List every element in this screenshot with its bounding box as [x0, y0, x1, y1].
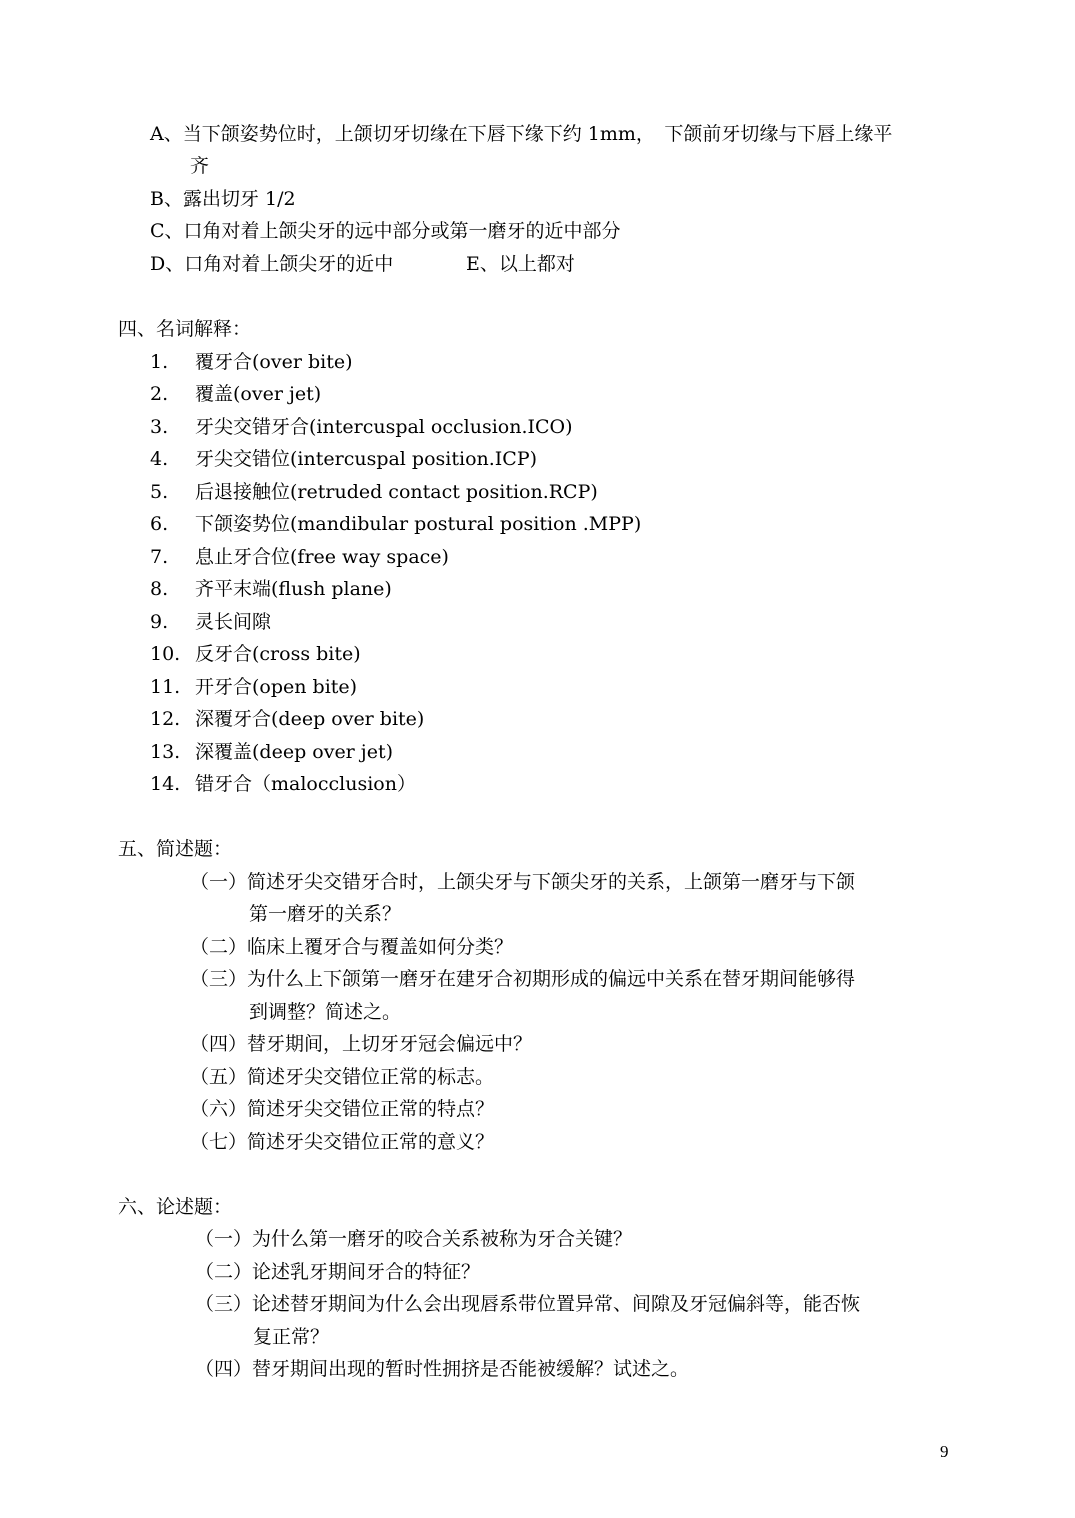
term-item: 下颌姿势位(mandibular postural position .MPP) [195, 513, 642, 535]
section-4-heading: 四、名词解释： [118, 318, 252, 340]
term-item: 深覆牙合(deep over bite) [195, 708, 425, 730]
essay-question-3-continued: 复正常？ [253, 1326, 330, 1348]
term-item: 后退接触位(retruded contact position.RCP) [195, 481, 598, 503]
short-question-3: （三）为什么上下颌第一磨牙在建牙合初期形成的偏远中关系在替牙期间能够得 [190, 968, 856, 990]
term-item: 牙尖交错位(intercuspal position.ICP) [195, 448, 538, 470]
term-item: 牙尖交错牙合(intercuspal occlusion.ICO) [195, 416, 573, 438]
essay-question-1: （一）为什么第一磨牙的咬合关系被称为牙合关键？ [195, 1228, 633, 1250]
term-number: 10. [150, 643, 181, 665]
short-question-5: （五）简述牙尖交错位正常的标志。 [190, 1066, 495, 1088]
term-number: 6. [150, 513, 169, 535]
term-number: 3. [150, 416, 169, 438]
short-question-1-continued: 第一磨牙的关系？ [249, 903, 402, 925]
term-number: 9. [150, 611, 169, 633]
option-d: D、口角对着上颌尖牙的近中 [150, 253, 394, 275]
section-5-heading: 五、简述题： [118, 838, 233, 860]
term-item: 反牙合(cross bite) [195, 643, 361, 665]
term-number: 11. [150, 676, 181, 698]
term-item: 错牙合（malocclusion） [195, 773, 416, 795]
term-number: 8. [150, 578, 169, 600]
short-question-2: （二）临床上覆牙合与覆盖如何分类？ [190, 936, 514, 958]
short-question-3-continued: 到调整？简述之。 [249, 1001, 402, 1023]
term-item: 息止牙合位(free way space) [195, 546, 449, 568]
term-item: 深覆盖(deep over jet) [195, 741, 393, 763]
term-item: 覆牙合(over bite) [195, 351, 353, 373]
short-question-6: （六）简述牙尖交错位正常的特点？ [190, 1098, 495, 1120]
essay-question-2: （二）论述乳牙期间牙合的特征？ [195, 1261, 481, 1283]
term-number: 13. [150, 741, 181, 763]
term-number: 5. [150, 481, 169, 503]
section-6-heading: 六、论述题： [118, 1196, 233, 1218]
term-number: 1. [150, 351, 169, 373]
term-number: 14. [150, 773, 181, 795]
term-item: 齐平末端(flush plane) [195, 578, 392, 600]
option-c: C、口角对着上颌尖牙的远中部分或第一磨牙的近中部分 [150, 220, 621, 242]
essay-question-4: （四）替牙期间出现的暂时性拥挤是否能被缓解？试述之。 [195, 1358, 690, 1380]
term-number: 7. [150, 546, 169, 568]
option-a: A、当下颌姿势位时，上颌切牙切缘在下唇下缘下约 1mm， 下颌前牙切缘与下唇上缘平 [150, 123, 893, 145]
page-number: 9 [940, 1442, 949, 1461]
term-number: 12. [150, 708, 181, 730]
essay-question-3: （三）论述替牙期间为什么会出现唇系带位置异常、间隙及牙冠偏斜等，能否恢 [195, 1293, 861, 1315]
option-e: E、以上都对 [466, 253, 575, 275]
term-number: 4. [150, 448, 169, 470]
short-question-7: （七）简述牙尖交错位正常的意义？ [190, 1131, 495, 1153]
option-b: B、露出切牙 1/2 [150, 188, 296, 210]
term-item: 覆盖(over jet) [195, 383, 322, 405]
term-item: 开牙合(open bite) [195, 676, 358, 698]
term-number: 2. [150, 383, 169, 405]
short-question-4: （四）替牙期间，上切牙牙冠会偏远中？ [190, 1033, 533, 1055]
short-question-1: （一）简述牙尖交错牙合时，上颌尖牙与下颌尖牙的关系，上颌第一磨牙与下颌 [190, 871, 856, 893]
term-item: 灵长间隙 [195, 611, 272, 633]
option-a-continued: 齐 [190, 155, 210, 177]
